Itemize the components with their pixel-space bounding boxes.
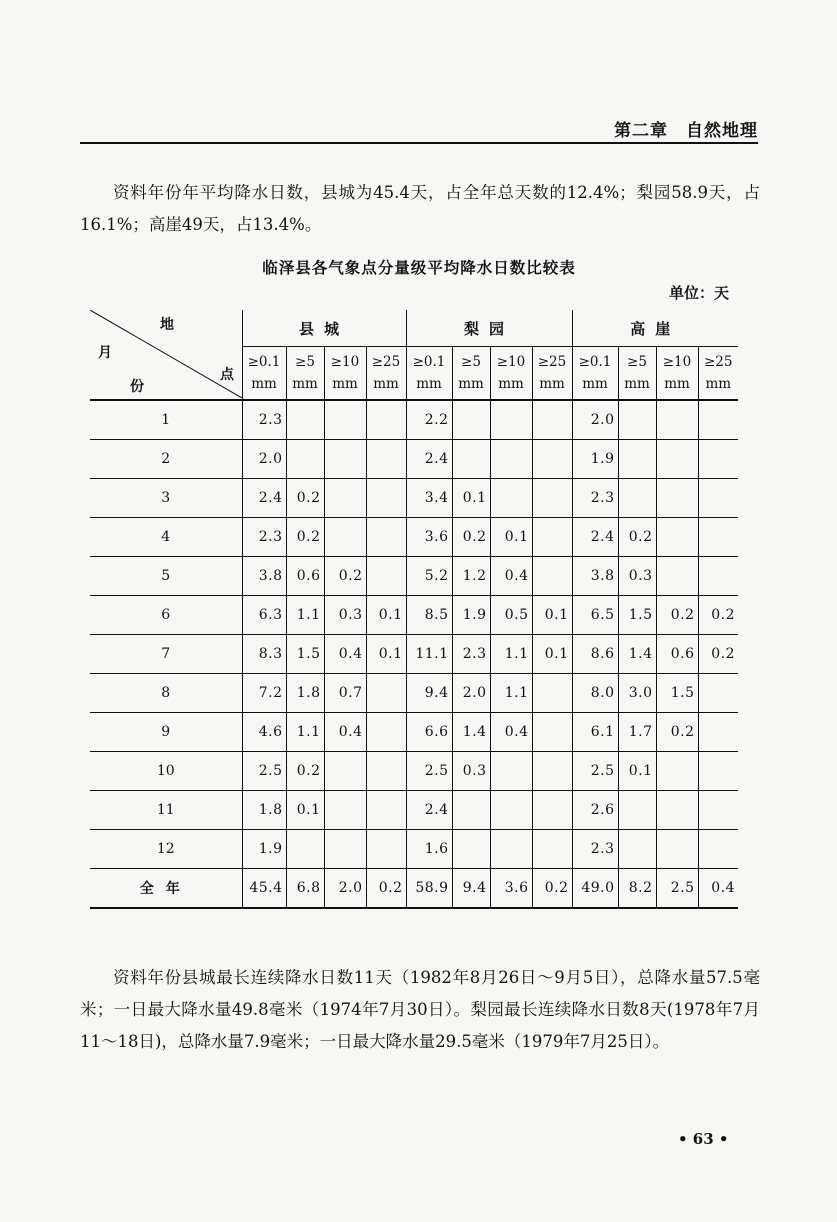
rain-days-table — [90, 310, 738, 909]
level-header — [490, 347, 532, 401]
value-cell: 0.1 — [286, 791, 324, 830]
value-cell: 1.9 — [572, 440, 618, 479]
station-header-xiancheng: 县城 — [242, 310, 406, 347]
value-cell: 2.4 — [242, 479, 286, 518]
month-cell: 11 — [90, 791, 242, 830]
level-unit: mm — [458, 376, 484, 392]
value-cell — [366, 713, 406, 752]
value-cell: 0.4 — [698, 869, 738, 909]
value-cell: 0.2 — [286, 479, 324, 518]
level-unit: mm — [251, 376, 277, 392]
rain-days-table-wrapper — [90, 310, 738, 909]
value-cell: 5.2 — [406, 557, 452, 596]
level-header — [242, 347, 286, 401]
value-cell: 2.4 — [406, 440, 452, 479]
value-cell: 0.1 — [532, 596, 572, 635]
value-cell — [618, 479, 656, 518]
level-unit: mm — [664, 376, 690, 392]
value-cell: 0.3 — [452, 752, 490, 791]
value-cell: 6.8 — [286, 869, 324, 909]
value-cell: 1.8 — [242, 791, 286, 830]
month-cell: 6 — [90, 596, 242, 635]
value-cell — [366, 830, 406, 869]
corner-header — [90, 310, 242, 400]
value-cell: 0.2 — [452, 518, 490, 557]
paragraph-annual-rain-days: 资料年份年平均降水日数，县城为45.4天，占全年总天数的12.4%；梨园58.9天，占16.1%；高崖49天，占13.4%。 — [80, 182, 760, 234]
table-row — [90, 752, 738, 791]
value-cell — [656, 479, 698, 518]
table-row — [90, 596, 738, 635]
month-cell: 10 — [90, 752, 242, 791]
value-cell — [490, 830, 532, 869]
value-cell — [366, 674, 406, 713]
value-cell: 0.7 — [324, 674, 366, 713]
value-cell: 2.5 — [406, 752, 452, 791]
level-threshold: ≥10 — [662, 354, 692, 370]
value-cell: 0.4 — [490, 557, 532, 596]
value-cell: 11.1 — [406, 635, 452, 674]
level-unit: mm — [582, 376, 608, 392]
value-cell: 2.4 — [406, 791, 452, 830]
value-cell: 1.1 — [490, 674, 532, 713]
value-cell — [452, 400, 490, 440]
value-cell — [698, 479, 738, 518]
value-cell — [656, 440, 698, 479]
value-cell — [490, 752, 532, 791]
value-cell — [366, 518, 406, 557]
level-header — [366, 347, 406, 401]
table-title: 临泽县各气象点分量级平均降水日数比较表 — [262, 258, 576, 277]
value-cell: 49.0 — [572, 869, 618, 909]
level-threshold: ≥25 — [371, 354, 401, 370]
value-cell — [698, 713, 738, 752]
value-cell: 2.5 — [656, 869, 698, 909]
value-cell: 1.5 — [656, 674, 698, 713]
value-cell: 1.4 — [452, 713, 490, 752]
value-cell: 0.3 — [618, 557, 656, 596]
total-row — [90, 869, 738, 909]
month-cell: 3 — [90, 479, 242, 518]
value-cell — [324, 440, 366, 479]
level-header — [698, 347, 738, 401]
value-cell: 3.6 — [490, 869, 532, 909]
value-cell — [698, 830, 738, 869]
value-cell — [452, 830, 490, 869]
value-cell — [698, 557, 738, 596]
value-cell — [490, 479, 532, 518]
level-threshold: ≥5 — [627, 354, 647, 370]
value-cell: 1.7 — [618, 713, 656, 752]
value-cell: 2.0 — [242, 440, 286, 479]
value-cell: 0.2 — [366, 869, 406, 909]
station-header-gaoya: 高崖 — [572, 310, 738, 347]
month-cell: 8 — [90, 674, 242, 713]
value-cell: 0.4 — [490, 713, 532, 752]
level-unit: mm — [373, 376, 399, 392]
month-cell: 4 — [90, 518, 242, 557]
value-cell — [324, 830, 366, 869]
value-cell: 2.3 — [572, 830, 618, 869]
page-number: • 63 • — [678, 1130, 729, 1148]
level-unit: mm — [539, 376, 565, 392]
value-cell: 2.3 — [452, 635, 490, 674]
value-cell — [618, 791, 656, 830]
value-cell — [532, 830, 572, 869]
value-cell — [286, 440, 324, 479]
value-cell: 0.4 — [324, 713, 366, 752]
paragraph-longest-rain-spell: 资料年份县城最长连续降水日数11天（1982年8月26日～9月5日），总降水量57.5毫米；一日最大降水量49.8毫米（1974年7月30日）。梨园最长连续降水日数8天(1978年7月11～18日)，总降水量7.9毫米；一日最大降水量29.5毫米（1979年7月25日）。 — [80, 967, 760, 1051]
value-cell: 9.4 — [406, 674, 452, 713]
value-cell: 0.5 — [490, 596, 532, 635]
level-threshold: ≥25 — [537, 354, 567, 370]
level-unit: mm — [705, 376, 732, 392]
value-cell — [490, 400, 532, 440]
level-header — [656, 347, 698, 401]
value-cell: 7.2 — [242, 674, 286, 713]
header-rule — [80, 142, 758, 144]
chapter-header: 第二章 自然地理 — [614, 121, 758, 141]
level-unit: mm — [332, 376, 358, 392]
value-cell: 0.6 — [656, 635, 698, 674]
value-cell: 0.2 — [698, 596, 738, 635]
value-cell: 0.2 — [324, 557, 366, 596]
value-cell: 0.4 — [324, 635, 366, 674]
value-cell: 8.5 — [406, 596, 452, 635]
level-threshold: ≥5 — [295, 354, 315, 370]
value-cell: 58.9 — [406, 869, 452, 909]
value-cell: 1.2 — [452, 557, 490, 596]
month-cell: 7 — [90, 635, 242, 674]
level-threshold: ≥10 — [496, 354, 526, 370]
value-cell: 1.8 — [286, 674, 324, 713]
value-cell: 2.0 — [452, 674, 490, 713]
value-cell — [656, 830, 698, 869]
value-cell — [698, 440, 738, 479]
value-cell: 6.5 — [572, 596, 618, 635]
level-threshold: ≥0.1 — [247, 354, 281, 370]
table-row — [90, 830, 738, 869]
level-header — [324, 347, 366, 401]
table-row — [90, 518, 738, 557]
value-cell — [366, 479, 406, 518]
level-header — [572, 347, 618, 401]
value-cell — [618, 400, 656, 440]
value-cell — [324, 400, 366, 440]
value-cell: 1.9 — [452, 596, 490, 635]
value-cell: 6.3 — [242, 596, 286, 635]
value-cell — [656, 400, 698, 440]
value-cell: 6.1 — [572, 713, 618, 752]
value-cell — [656, 557, 698, 596]
value-cell: 4.6 — [242, 713, 286, 752]
value-cell: 8.0 — [572, 674, 618, 713]
value-cell — [452, 791, 490, 830]
value-cell — [698, 752, 738, 791]
value-cell: 2.3 — [242, 400, 286, 440]
value-cell: 1.1 — [490, 635, 532, 674]
level-threshold: ≥10 — [330, 354, 360, 370]
value-cell — [618, 830, 656, 869]
value-cell: 45.4 — [242, 869, 286, 909]
level-header — [406, 347, 452, 401]
value-cell — [532, 518, 572, 557]
level-unit: mm — [498, 376, 524, 392]
level-threshold: ≥0.1 — [412, 354, 446, 370]
month-cell: 1 — [90, 400, 242, 440]
level-unit: mm — [416, 376, 442, 392]
value-cell — [698, 674, 738, 713]
month-cell: 9 — [90, 713, 242, 752]
value-cell: 0.2 — [532, 869, 572, 909]
value-cell: 3.8 — [572, 557, 618, 596]
value-cell: 2.5 — [572, 752, 618, 791]
station-header-liyuan: 梨园 — [406, 310, 572, 347]
value-cell: 1.1 — [286, 713, 324, 752]
corner-label-month: 月 — [98, 345, 112, 361]
value-cell — [324, 752, 366, 791]
level-threshold: ≥25 — [704, 354, 733, 370]
value-cell: 1.9 — [242, 830, 286, 869]
table-row — [90, 557, 738, 596]
level-threshold: ≥5 — [461, 354, 481, 370]
value-cell: 0.1 — [452, 479, 490, 518]
value-cell — [324, 518, 366, 557]
value-cell: 2.0 — [572, 400, 618, 440]
value-cell: 8.6 — [572, 635, 618, 674]
value-cell — [366, 400, 406, 440]
value-cell — [698, 791, 738, 830]
value-cell: 0.1 — [532, 635, 572, 674]
station-header-row — [90, 310, 738, 347]
value-cell — [532, 791, 572, 830]
corner-label-place: 地 — [160, 317, 174, 333]
value-cell: 0.2 — [286, 518, 324, 557]
value-cell — [490, 440, 532, 479]
value-cell: 1.4 — [618, 635, 656, 674]
value-cell — [324, 479, 366, 518]
value-cell — [532, 440, 572, 479]
value-cell — [532, 557, 572, 596]
table-row — [90, 440, 738, 479]
value-cell: 3.8 — [242, 557, 286, 596]
value-cell: 1.6 — [406, 830, 452, 869]
table-body — [90, 400, 738, 908]
value-cell — [366, 752, 406, 791]
value-cell: 1.5 — [286, 635, 324, 674]
value-cell — [490, 791, 532, 830]
value-cell: 0.2 — [618, 518, 656, 557]
level-header — [286, 347, 324, 401]
level-threshold: ≥0.1 — [578, 354, 612, 370]
table-row — [90, 791, 738, 830]
table-row — [90, 479, 738, 518]
value-cell — [656, 752, 698, 791]
value-cell — [656, 791, 698, 830]
value-cell: 9.4 — [452, 869, 490, 909]
value-cell: 2.4 — [572, 518, 618, 557]
unit-label: 单位：天 — [668, 284, 729, 302]
value-cell: 0.2 — [286, 752, 324, 791]
value-cell: 3.0 — [618, 674, 656, 713]
value-cell — [532, 479, 572, 518]
value-cell: 3.6 — [406, 518, 452, 557]
value-cell: 0.2 — [656, 596, 698, 635]
value-cell: 2.0 — [324, 869, 366, 909]
value-cell: 0.6 — [286, 557, 324, 596]
value-cell: 0.2 — [698, 635, 738, 674]
corner-label-point: 点 — [220, 367, 234, 383]
value-cell — [532, 713, 572, 752]
value-cell — [532, 674, 572, 713]
value-cell — [452, 440, 490, 479]
value-cell — [366, 557, 406, 596]
value-cell: 0.1 — [366, 635, 406, 674]
value-cell: 1.1 — [286, 596, 324, 635]
table-row — [90, 635, 738, 674]
value-cell: 1.5 — [618, 596, 656, 635]
value-cell — [532, 400, 572, 440]
value-cell — [698, 518, 738, 557]
month-cell: 5 — [90, 557, 242, 596]
value-cell — [532, 752, 572, 791]
table-row — [90, 713, 738, 752]
value-cell — [286, 400, 324, 440]
value-cell — [656, 518, 698, 557]
value-cell: 0.2 — [656, 713, 698, 752]
level-unit: mm — [292, 376, 318, 392]
corner-label-share: 份 — [130, 379, 144, 395]
level-header — [618, 347, 656, 401]
value-cell — [366, 791, 406, 830]
month-cell: 12 — [90, 830, 242, 869]
value-cell: 0.1 — [490, 518, 532, 557]
value-cell — [324, 791, 366, 830]
value-cell: 2.6 — [572, 791, 618, 830]
value-cell — [698, 400, 738, 440]
value-cell: 2.3 — [242, 518, 286, 557]
value-cell: 8.2 — [618, 869, 656, 909]
value-cell: 2.5 — [242, 752, 286, 791]
table-row — [90, 674, 738, 713]
value-cell: 0.1 — [366, 596, 406, 635]
value-cell: 3.4 — [406, 479, 452, 518]
level-header — [532, 347, 572, 401]
month-cell: 2 — [90, 440, 242, 479]
total-label: 全年 — [90, 869, 242, 909]
table-row — [90, 400, 738, 440]
value-cell — [286, 830, 324, 869]
value-cell: 6.6 — [406, 713, 452, 752]
value-cell: 0.3 — [324, 596, 366, 635]
value-cell — [366, 440, 406, 479]
value-cell: 2.3 — [572, 479, 618, 518]
level-header — [452, 347, 490, 401]
level-unit: mm — [624, 376, 650, 392]
value-cell: 0.1 — [618, 752, 656, 791]
value-cell — [618, 440, 656, 479]
value-cell: 8.3 — [242, 635, 286, 674]
value-cell: 2.2 — [406, 400, 452, 440]
